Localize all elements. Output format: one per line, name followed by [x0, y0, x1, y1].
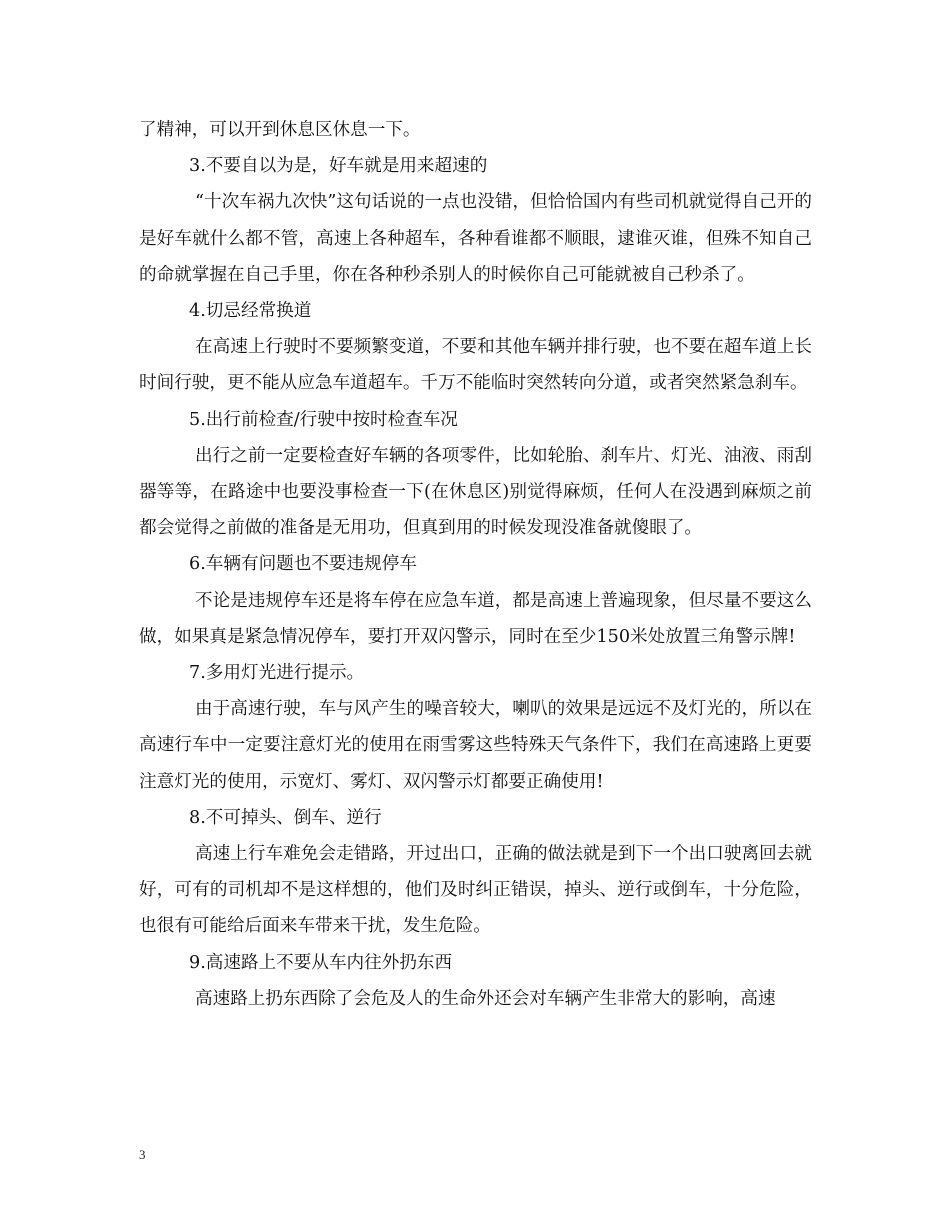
- paragraph-body: 由于高速行驶，车与风产生的噪音较大，喇叭的效果是远远不及灯光的，所以在高速行车中一定要注意灯光的使用在雨雪雾这些特殊天气条件下，我们在高速路上更要注意灯光的使用，示宽灯、雾灯、双闪警示灯都要正确使用!: [139, 699, 812, 792]
- paragraph-continuation: 了精神，可以开到休息区休息一下。: [139, 120, 421, 140]
- page-number: 3: [139, 1147, 146, 1162]
- paragraph-body: 出行之前一定要检查好车辆的各项零件，比如轮胎、刹车片、灯光、油液、雨刮器等等，在路途中也要没事检查一下(在休息区)别觉得麻烦，任何人在没遇到麻烦之前都会觉得之前做的准备是无用功，但真到用的时候发现没准备就傻眼了。: [139, 445, 812, 539]
- page-content: [139, 112, 812, 1017]
- paragraph-body: 在高速上行驶时不要频繁变道，不要和其他车辆并排行驶，也不要在超车道上长时间行驶，更不能从应急车道超车。千万不能临时突然转向分道，或者突然紧急刹车。: [139, 337, 812, 394]
- section-heading-7: 7.多用灯光进行提示。: [189, 663, 365, 684]
- section-heading-4: 4.切忌经常换道: [189, 301, 312, 322]
- paragraph-body: “十次车祸九次快”这句话说的一点也没错，但恰恰国内有些司机就觉得自己开的是好车就什么都不管，高速上各种超车，各种看谁都不顺眼，逮谁灭谁，但殊不知自己的命就掌握在自己手里，你在各种秒杀别人的时候你自己可能就被自己秒杀了。: [139, 192, 812, 285]
- section-heading-3: 3.不要自以为是，好车就是用来超速的: [189, 156, 488, 177]
- section-heading-6: 6.车辆有问题也不要违规停车: [189, 554, 417, 575]
- paragraph-body: 不论是违规停车还是将车停在应急车道，都是高速上普遍现象，但尽量不要这么做，如果真是紧急情况停车，要打开双闪警示，同时在至少150米处放置三角警示牌!: [139, 590, 812, 647]
- paragraph-body: 高速上行车难免会走错路，开过出口，正确的做法就是到下一个出口驶离回去就好，可有的司机却不是这样想的，他们及时纠正错误，掉头、逆行或倒车，十分危险，也很有可能给后面来车带来干扰，发生危险。: [139, 844, 812, 937]
- paragraph-body: 高速路上扔东西除了会危及人的生命外还会对车辆产生非常大的影响，高速: [195, 988, 776, 1009]
- section-heading-5: 5.出行前检查/行驶中按时检查车况: [189, 409, 459, 430]
- section-heading-9: 9.高速路上不要从车内往外扔东西: [189, 952, 453, 973]
- section-heading-8: 8.不可掉头、倒车、逆行: [189, 807, 382, 828]
